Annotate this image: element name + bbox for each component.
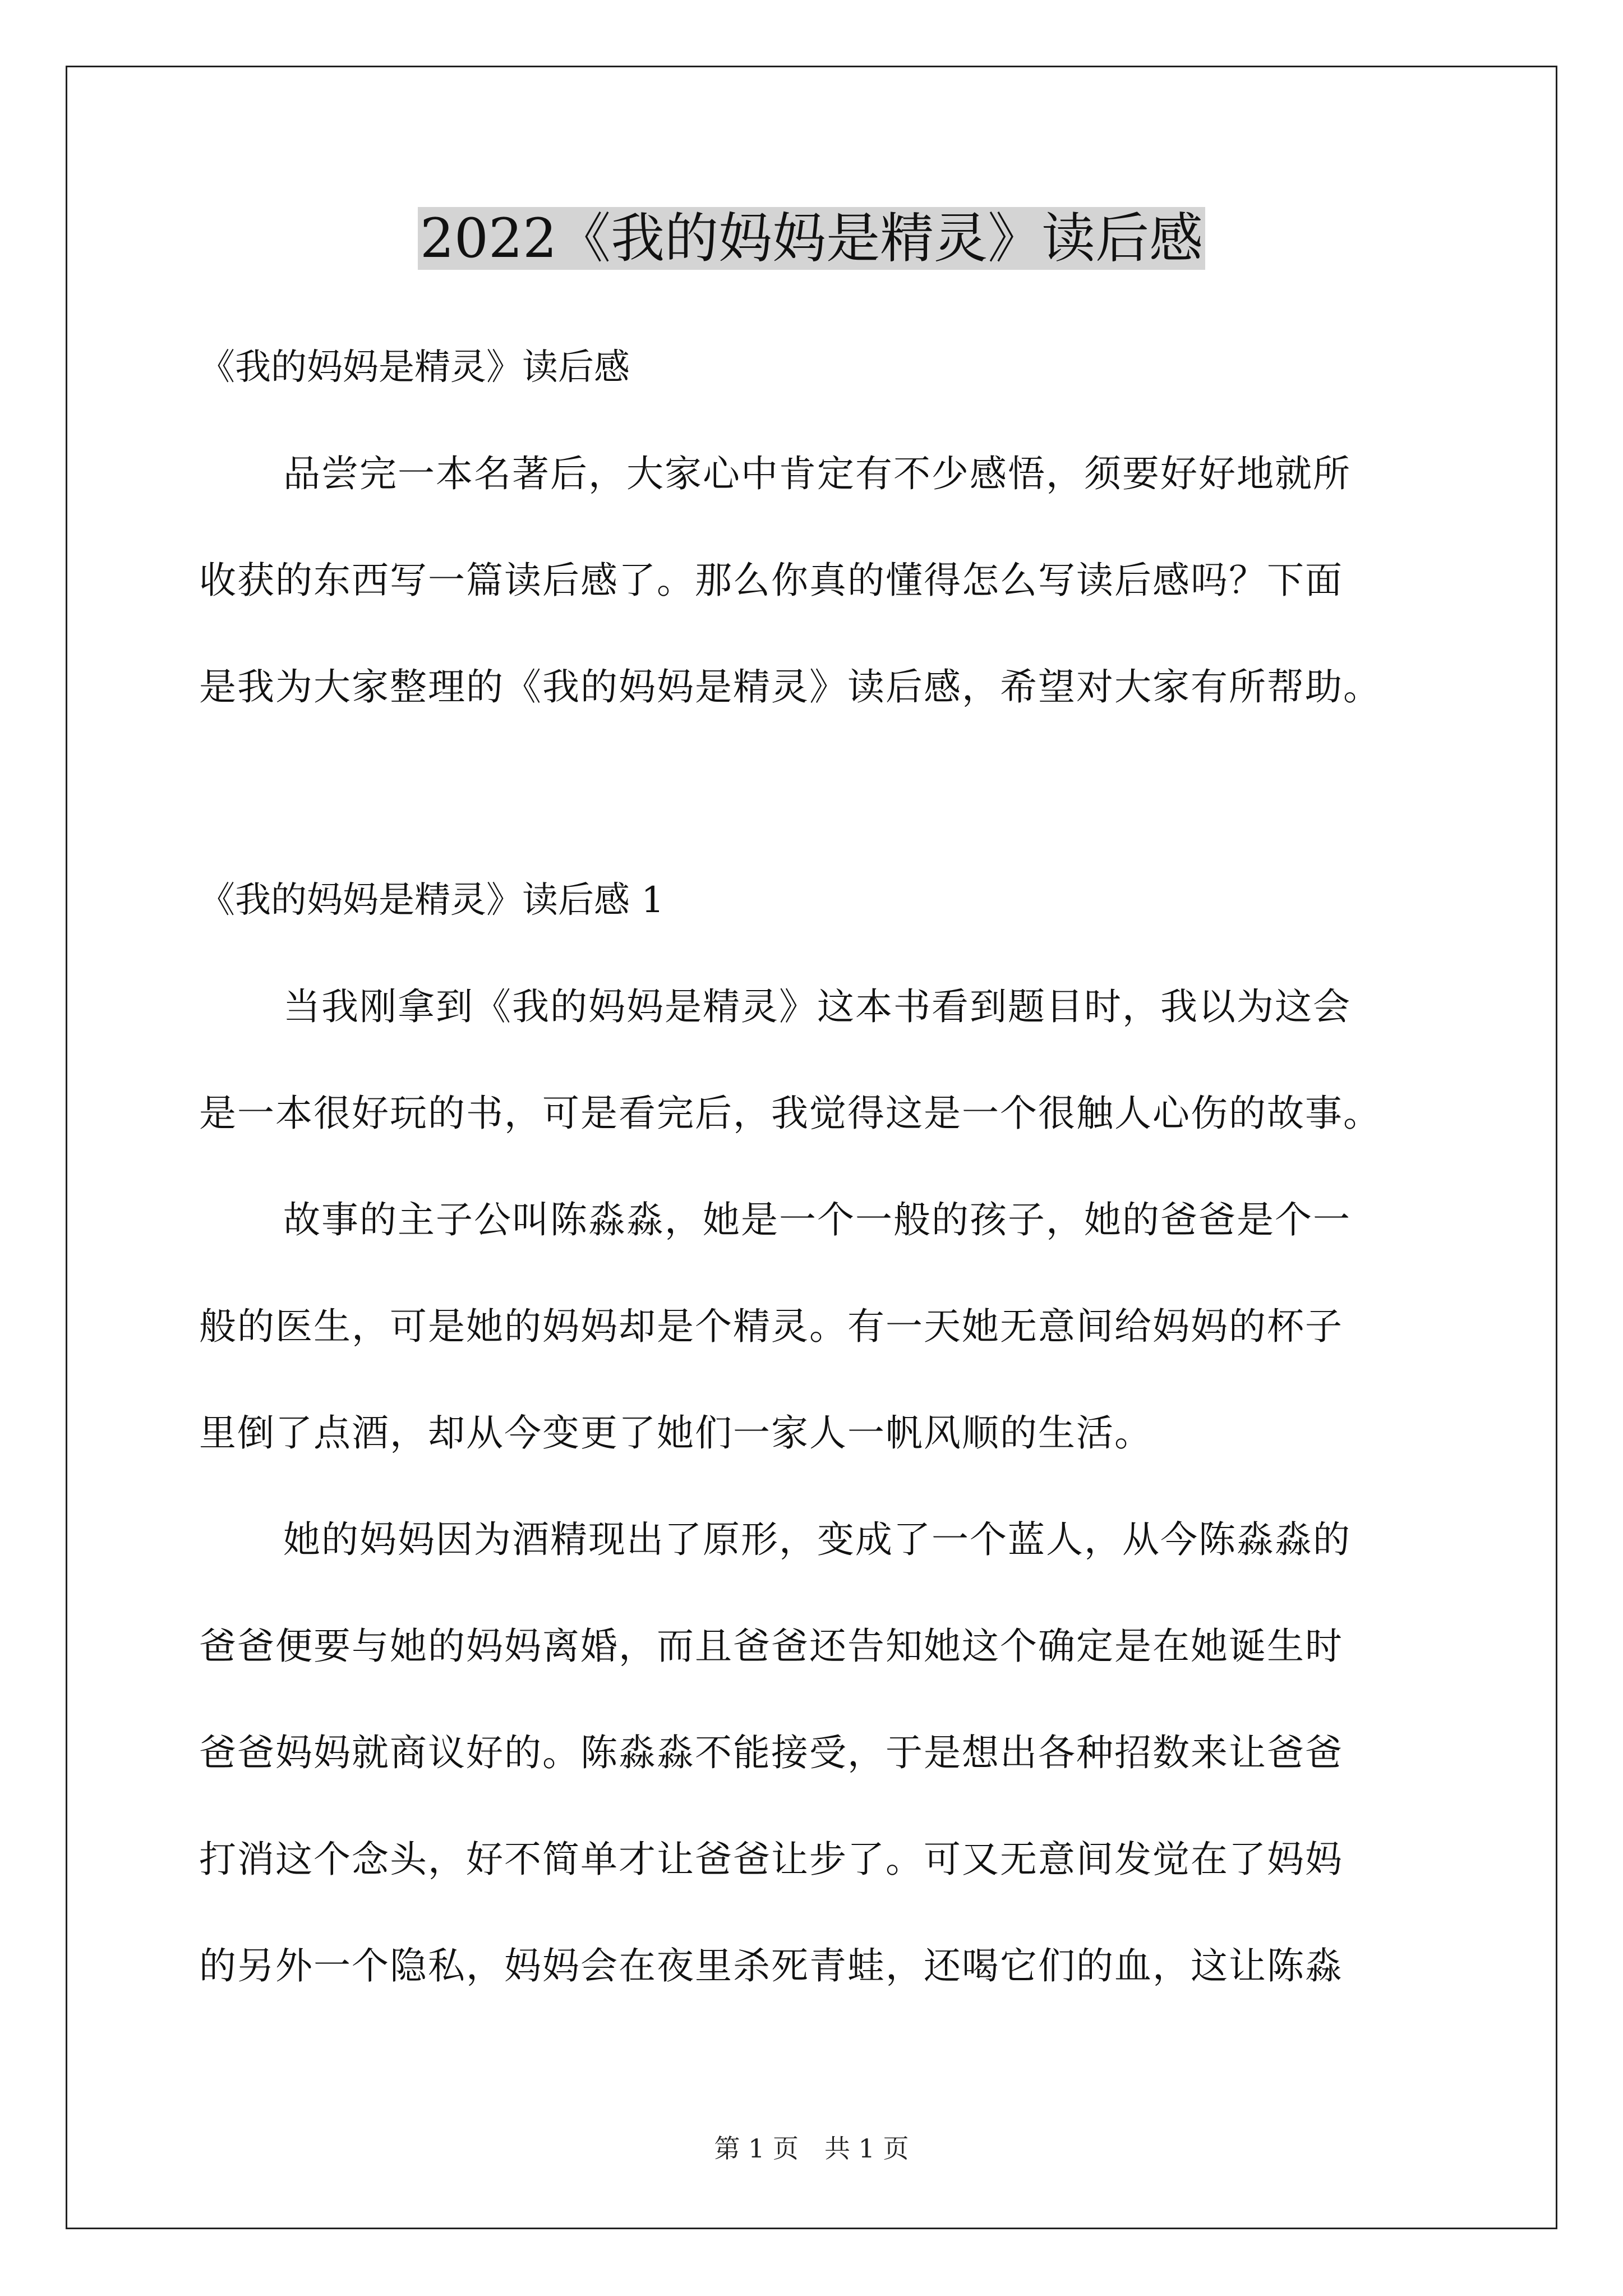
- text-line: 打消这个念头，好不简单才让爸爸让步了。可又无意间发觉在了妈妈: [199, 1838, 1343, 1881]
- text-line: 是我为大家整理的《我的妈妈是精灵》读后感，希望对大家有所帮助。: [199, 665, 1381, 708]
- document-title: 2022《我的妈妈是精灵》读后感: [0, 202, 1623, 275]
- text-line: 爸爸便要与她的妈妈离婚，而且爸爸还告知她这个确定是在她诞生时: [199, 1625, 1343, 1668]
- text-line: 她的妈妈因为酒精现出了原形，变成了一个蓝人，从今陈淼淼的: [283, 1518, 1351, 1561]
- paragraph-1: [199, 954, 1436, 1167]
- paragraph-3: [199, 1487, 1436, 2019]
- document-body: [199, 314, 1436, 2019]
- text-line: 里倒了点酒，却从今变更了她们一家人一帆风顺的生活。: [199, 1411, 1152, 1455]
- text-line: 当我刚拿到《我的妈妈是精灵》这本书看到题目时，我以为这会: [283, 985, 1351, 1028]
- text-line: 的另外一个隐私，妈妈会在夜里杀死青蛙，还喝它们的血，这让陈淼: [199, 1944, 1343, 1987]
- text-line: 是一本很好玩的书，可是看完后，我觉得这是一个很触人心伤的故事。: [199, 1092, 1381, 1135]
- paragraph-spacer: [199, 740, 1436, 847]
- text-line: 收获的东西写一篇读后感了。那么你真的懂得怎么写读后感吗？下面: [199, 559, 1343, 602]
- section-heading: 《我的妈妈是精灵》读后感 1: [199, 880, 665, 921]
- text-line: 爸爸妈妈就商议好的。陈淼淼不能接受，于是想出各种招数来让爸爸: [199, 1731, 1343, 1774]
- intro-paragraph: [199, 421, 1436, 740]
- page-footer: 第 1 页 共 1 页: [714, 2133, 909, 2164]
- intro-heading: 《我的妈妈是精灵》读后感: [199, 347, 630, 388]
- text-line: 故事的主子公叫陈淼淼，她是一个一般的孩子，她的爸爸是个一: [283, 1198, 1351, 1241]
- text-line: 品尝完一本名著后，大家心中肯定有不少感悟，须要好好地就所: [283, 452, 1351, 495]
- text-line: 般的医生，可是她的妈妈却是个精灵。有一天她无意间给妈妈的杯子: [199, 1305, 1343, 1348]
- paragraph-2: [199, 1167, 1436, 1487]
